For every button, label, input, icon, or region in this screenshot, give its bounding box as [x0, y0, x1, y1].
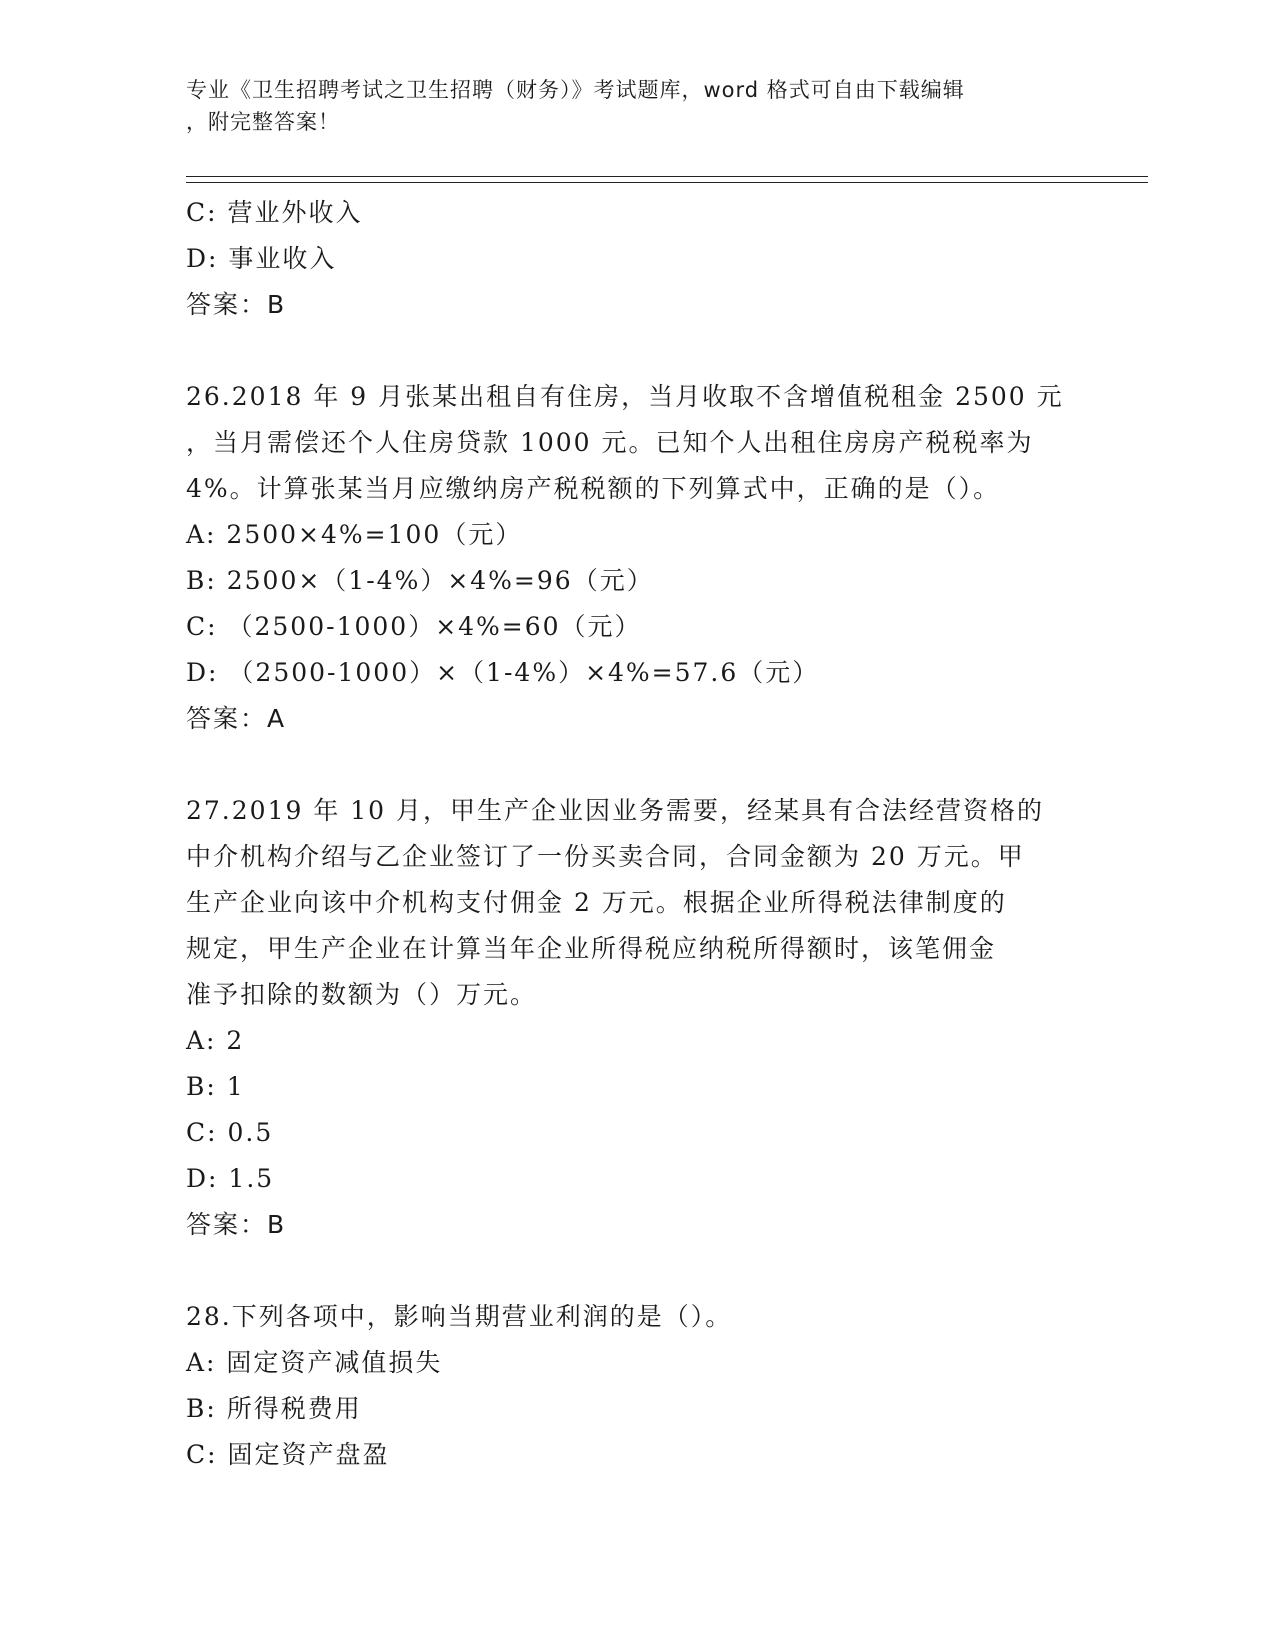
option-c: C: 固定资产盘盈 — [186, 1440, 390, 1469]
option-a: A: 固定资产减值损失 — [186, 1348, 443, 1377]
question-gap — [186, 1248, 1086, 1294]
question-gap — [186, 742, 1086, 788]
question-stem-line: 26.2018 年 9 月张某出租自有住房，当月收取不含增值税租金 2500 元 — [186, 382, 1064, 411]
answer-line: 答案：B — [186, 1210, 287, 1239]
question-27 — [186, 788, 1086, 1248]
question-28 — [186, 1294, 1086, 1478]
question-25-tail — [186, 190, 1086, 328]
option-c: C: 营业外收入 — [186, 198, 363, 227]
question-gap — [186, 328, 1086, 374]
option-b: B: 1 — [186, 1072, 245, 1101]
question-stem-line: 规定，甲生产企业在计算当年企业所得税应纳税所得额时，该笔佣金 — [186, 934, 997, 963]
answer-line: 答案：A — [186, 704, 287, 733]
question-content — [186, 190, 1086, 1478]
question-stem-line: ，当月需偿还个人住房贷款 1000 元。已知个人出租住房房产税税率为 — [186, 428, 1034, 457]
header-line-1: 专业《卫生招聘考试之卫生招聘（财务）》考试题库，word 格式可自由下载编辑 — [186, 78, 965, 102]
option-d: D: 1.5 — [186, 1164, 275, 1193]
question-stem-line: 中介机构介绍与乙企业签订了一份买卖合同，合同金额为 20 万元。甲 — [186, 842, 1025, 871]
question-stem-line: 准予扣除的数额为（）万元。 — [186, 980, 538, 1009]
option-d: D: （2500-1000）×（1-4%）×4%=57.6（元） — [186, 658, 820, 687]
question-stem-line: 生产企业向该中介机构支付佣金 2 万元。根据企业所得税法律制度的 — [186, 888, 1007, 917]
header-divider-top — [186, 176, 1148, 177]
question-26 — [186, 374, 1086, 742]
option-a: A: 2 — [186, 1026, 245, 1055]
header-divider-bottom — [186, 182, 1148, 183]
option-b: B: 所得税费用 — [186, 1394, 362, 1423]
question-stem-line: 4%。计算张某当月应缴纳房产税税额的下列算式中，正确的是（）。 — [186, 474, 1001, 503]
question-stem-line: 28.下列各项中，影响当期营业利润的是（）。 — [186, 1302, 733, 1331]
option-d: D: 事业收入 — [186, 244, 337, 273]
question-stem-line: 27.2019 年 10 月，甲生产企业因业务需要，经某具有合法经营资格的 — [186, 796, 1045, 825]
option-b: B: 2500×（1-4%）×4%=96（元） — [186, 566, 654, 595]
option-a: A: 2500×4%=100（元） — [186, 520, 523, 549]
option-c: C: （2500-1000）×4%=60（元） — [186, 612, 642, 641]
option-c: C: 0.5 — [186, 1118, 274, 1147]
header-line-2: ，附完整答案！ — [186, 110, 340, 134]
document-header-note — [186, 74, 1086, 138]
answer-line: 答案：B — [186, 290, 287, 319]
